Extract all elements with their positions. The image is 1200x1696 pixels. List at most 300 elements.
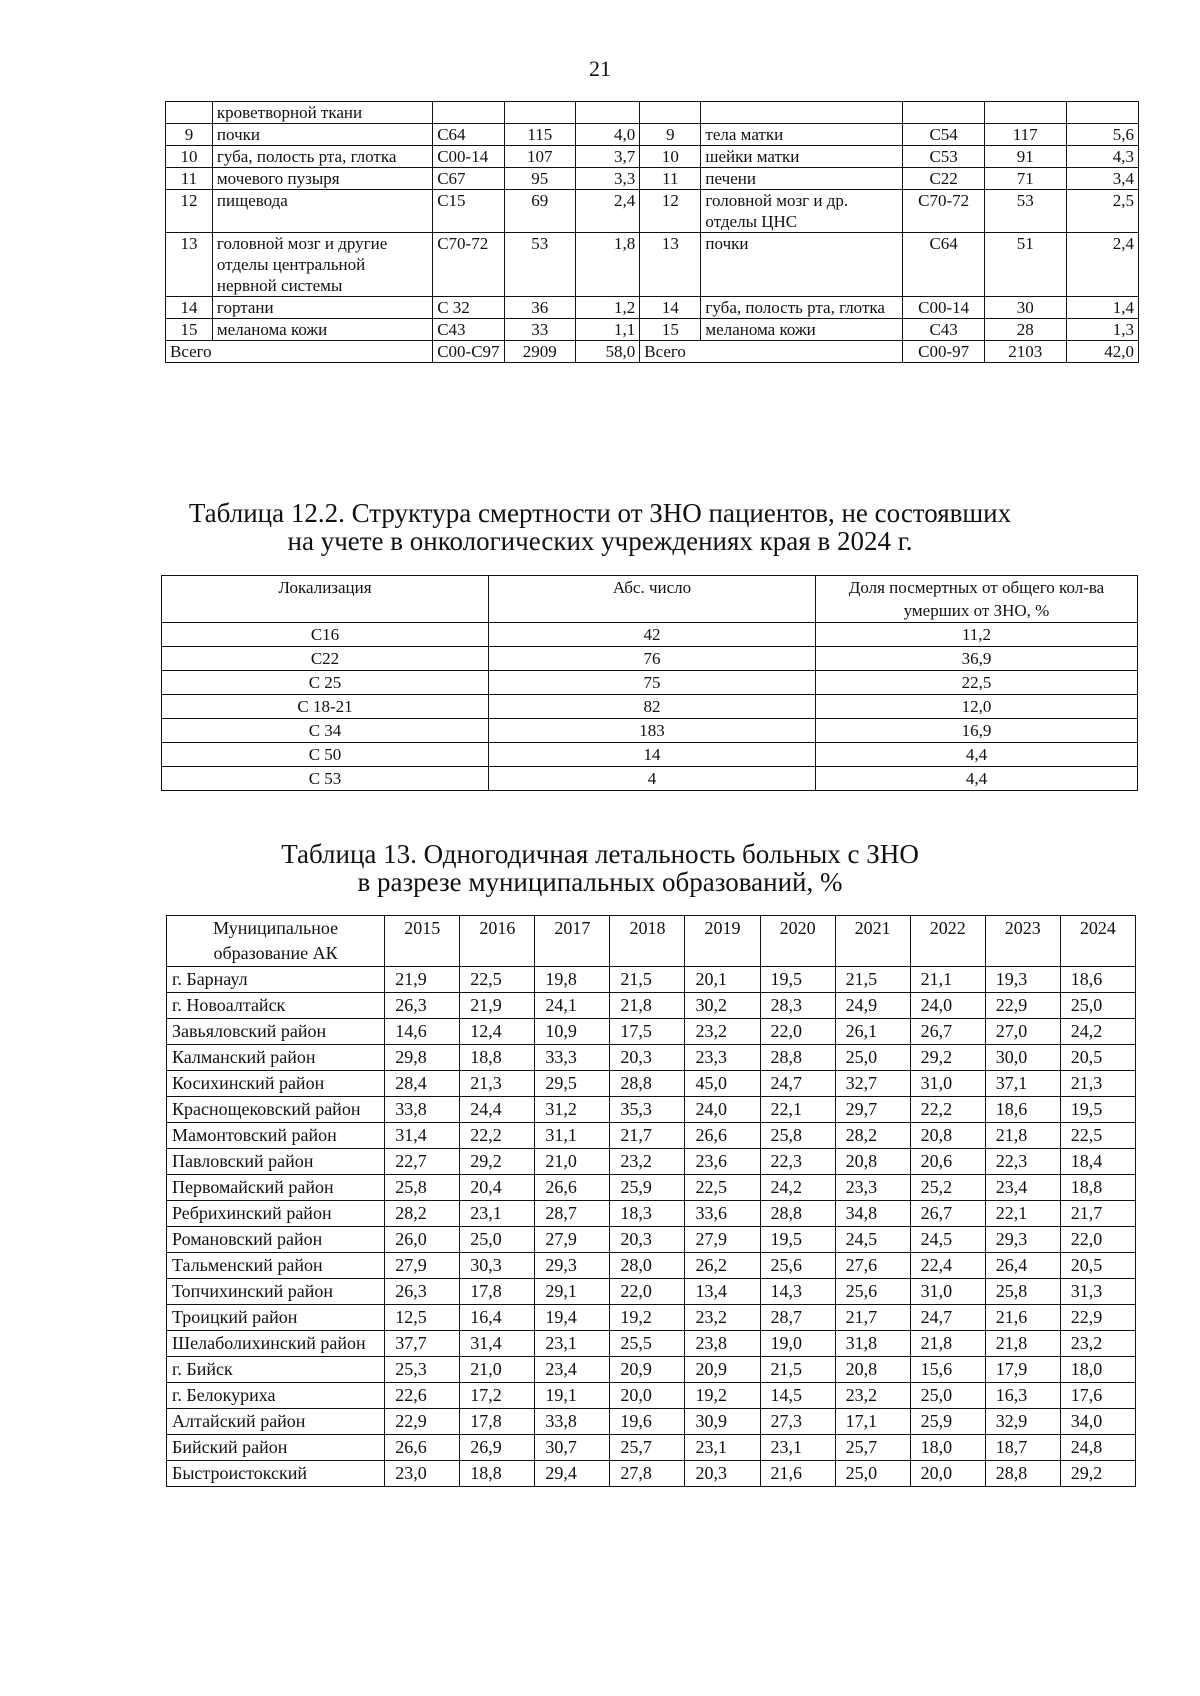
table-cell: гортани (212, 297, 432, 319)
table-cell: C22 (903, 168, 985, 190)
table-cell: 25,3 (385, 1357, 460, 1383)
table-row (167, 1253, 1136, 1279)
table-cell: 20,4 (460, 1175, 535, 1201)
header-year: 2017 (535, 916, 610, 967)
table-row (166, 102, 1139, 124)
table-cell: 25,2 (910, 1175, 985, 1201)
table-cell: 14,5 (760, 1383, 835, 1409)
table-cell: 20,9 (685, 1357, 760, 1383)
table-cell: 18,0 (910, 1435, 985, 1461)
table-cell: 31,0 (910, 1279, 985, 1305)
municipality-name: Краснощековский район (167, 1097, 385, 1123)
table-cell: 75 (489, 671, 816, 695)
table-cell: 20,5 (1060, 1253, 1135, 1279)
table-row (166, 168, 1139, 190)
table-cell: 22,0 (1060, 1227, 1135, 1253)
table-cell: 23,3 (835, 1175, 910, 1201)
table-cell: 19,6 (610, 1409, 685, 1435)
table-cell: 19,3 (985, 967, 1060, 993)
table-row (162, 623, 1138, 647)
table-cell: 3,7 (575, 146, 639, 168)
table-cell (1066, 102, 1138, 124)
header-abs-number: Абс. число (489, 576, 816, 623)
table-cell: 22,5 (685, 1175, 760, 1201)
table-cell: 22,0 (610, 1279, 685, 1305)
table-cell: 17,2 (460, 1383, 535, 1409)
table-cell: 25,8 (760, 1123, 835, 1149)
table-cell: 22,7 (385, 1149, 460, 1175)
table-row (167, 1331, 1136, 1357)
table-cell: 18,8 (1060, 1175, 1135, 1201)
table-cell: 21,1 (910, 967, 985, 993)
table-row (167, 1409, 1136, 1435)
header-year: 2021 (835, 916, 910, 967)
table-cell: 22,3 (985, 1149, 1060, 1175)
table-cell: 19,5 (760, 967, 835, 993)
table-cell: 24,2 (1060, 1019, 1135, 1045)
table-cell: 23,1 (460, 1201, 535, 1227)
table-cell: 13 (640, 233, 701, 297)
table-cell: 14 (640, 297, 701, 319)
table-cell: 24,7 (760, 1071, 835, 1097)
table-row (167, 1383, 1136, 1409)
table-row (167, 1201, 1136, 1227)
table-row (162, 767, 1138, 791)
table-cell: 19,4 (535, 1305, 610, 1331)
table-cell: 28,2 (385, 1201, 460, 1227)
table-cell: C53 (903, 146, 985, 168)
table-cell: 19,0 (760, 1331, 835, 1357)
table-row (167, 993, 1136, 1019)
table-cell: 27,6 (835, 1253, 910, 1279)
table-cell: 20,9 (610, 1357, 685, 1383)
table-cell: C64 (433, 124, 504, 146)
table-cell: 15,6 (910, 1357, 985, 1383)
table-cell: 22,6 (385, 1383, 460, 1409)
table-cell: 1,3 (1066, 319, 1138, 341)
table-12-continuation (165, 101, 1139, 363)
table-cell: 9 (166, 124, 213, 146)
table-cell: 183 (489, 719, 816, 743)
header-share: Доля посмертных от общего кол-ва умерших от ЗНО, % (816, 576, 1138, 623)
total-code-left: C00-C97 (433, 341, 504, 363)
table-13-title (0, 840, 1200, 896)
table-cell: 27,8 (610, 1461, 685, 1487)
table-cell: 29,3 (985, 1227, 1060, 1253)
table-row (166, 233, 1139, 297)
table-cell: 23,2 (610, 1149, 685, 1175)
table-cell: 26,2 (685, 1253, 760, 1279)
table-cell: 29,4 (535, 1461, 610, 1487)
table-cell: 23,8 (685, 1331, 760, 1357)
table-cell: 11 (640, 168, 701, 190)
table-cell: 12 (640, 190, 701, 233)
table-cell: 115 (504, 124, 575, 146)
table-cell: 20,5 (1060, 1045, 1135, 1071)
table-cell: 21,9 (385, 967, 460, 993)
total-label-right: Всего (640, 341, 903, 363)
municipality-name: Павловский район (167, 1149, 385, 1175)
header-year: 2022 (910, 916, 985, 967)
table-cell: 14 (489, 743, 816, 767)
header-localization: Локализация (162, 576, 489, 623)
table-cell: 29,2 (910, 1045, 985, 1071)
table-cell: 24,7 (910, 1305, 985, 1331)
table-cell: 20,8 (910, 1123, 985, 1149)
table-row (162, 647, 1138, 671)
table-cell: 21,3 (460, 1071, 535, 1097)
table-row (162, 719, 1138, 743)
table-cell: 29,8 (385, 1045, 460, 1071)
table-cell: 82 (489, 695, 816, 719)
table-cell: C 34 (162, 719, 489, 743)
table-row (167, 1461, 1136, 1487)
table-cell: 31,4 (460, 1331, 535, 1357)
table-cell: 29,1 (535, 1279, 610, 1305)
total-abs-right: 2103 (984, 341, 1066, 363)
table-cell: 1,4 (1066, 297, 1138, 319)
table-cell: 51 (984, 233, 1066, 297)
table-cell: 4,3 (1066, 146, 1138, 168)
table-cell: 20,3 (685, 1461, 760, 1487)
total-pct-right: 42,0 (1066, 341, 1138, 363)
table-13-header-row (167, 916, 1136, 967)
table-cell: 2,4 (575, 190, 639, 233)
table-cell: 1,8 (575, 233, 639, 297)
table-cell: 21,6 (760, 1461, 835, 1487)
table-12-2-title (0, 499, 1200, 555)
header-year: 2019 (685, 916, 760, 967)
table-12-2-title-line1: Таблица 12.2. Структура смертности от ЗНО пациентов, не состоявших (188, 498, 1012, 528)
table-cell: 28,4 (385, 1071, 460, 1097)
table-cell: 21,9 (460, 993, 535, 1019)
table-cell: 21,3 (1060, 1071, 1135, 1097)
table-cell: 20,3 (610, 1227, 685, 1253)
table-cell: 32,7 (835, 1071, 910, 1097)
table-cell: 28,7 (535, 1201, 610, 1227)
table-cell: 22,2 (910, 1097, 985, 1123)
municipality-name: г. Барнаул (167, 967, 385, 993)
table-12-2-body (162, 623, 1138, 791)
table-cell: 24,8 (1060, 1435, 1135, 1461)
table-cell: 23,2 (835, 1383, 910, 1409)
municipality-name: г. Бийск (167, 1357, 385, 1383)
table-row (167, 1279, 1136, 1305)
table-cell: 19,2 (610, 1305, 685, 1331)
table-cell: 24,1 (535, 993, 610, 1019)
table-row (167, 1435, 1136, 1461)
table-cell: C43 (433, 319, 504, 341)
table-cell: 19,8 (535, 967, 610, 993)
table-cell: губа, полость рта, глотка (212, 146, 432, 168)
table-cell: 31,2 (535, 1097, 610, 1123)
table-cell: 23,3 (685, 1045, 760, 1071)
table-row (167, 1123, 1136, 1149)
table-cell (701, 102, 903, 124)
table-cell: 29,2 (460, 1149, 535, 1175)
table-cell: меланома кожи (212, 319, 432, 341)
table-cell: 18,7 (985, 1435, 1060, 1461)
table-cell: 27,3 (760, 1409, 835, 1435)
table-cell: 26,6 (685, 1123, 760, 1149)
table-cell: 22,3 (760, 1149, 835, 1175)
table-row (167, 1045, 1136, 1071)
table-cell: 20,0 (910, 1461, 985, 1487)
table-cell: 24,0 (910, 993, 985, 1019)
table-cell: 31,4 (385, 1123, 460, 1149)
table-row (167, 1149, 1136, 1175)
table-cell: головной мозг и др. отделы ЦНС (701, 190, 903, 233)
municipality-name: Алтайский район (167, 1409, 385, 1435)
table-row (166, 124, 1139, 146)
table-cell: 30,7 (535, 1435, 610, 1461)
table-cell: 10,9 (535, 1019, 610, 1045)
table-cell: 30 (984, 297, 1066, 319)
table-cell: 23,2 (685, 1305, 760, 1331)
table-cell: 37,7 (385, 1331, 460, 1357)
table-cell: 4,4 (816, 767, 1138, 791)
table-cell: 17,1 (835, 1409, 910, 1435)
table-cell: 32,9 (985, 1409, 1060, 1435)
table-cell (504, 102, 575, 124)
municipality-name: Троицкий район (167, 1305, 385, 1331)
table-cell: 21,8 (610, 993, 685, 1019)
header-year: 2016 (460, 916, 535, 967)
table-cell: 20,1 (685, 967, 760, 993)
table-cell: 12,0 (816, 695, 1138, 719)
table-cell: 19,2 (685, 1383, 760, 1409)
table-cell: 31,0 (910, 1071, 985, 1097)
table-cell: 25,0 (835, 1045, 910, 1071)
table-cell: 53 (984, 190, 1066, 233)
table-cell: 25,0 (835, 1461, 910, 1487)
table-cell: 21,0 (535, 1149, 610, 1175)
table-cell: 21,5 (835, 967, 910, 993)
table-cell: 22,5 (460, 967, 535, 993)
table-cell: 69 (504, 190, 575, 233)
table-cell: 24,5 (910, 1227, 985, 1253)
table-cell (166, 102, 213, 124)
table-cell: C22 (162, 647, 489, 671)
table-cell: 21,6 (985, 1305, 1060, 1331)
table-cell: 4,4 (816, 743, 1138, 767)
table-cell: C15 (433, 190, 504, 233)
table-cell: 1,1 (575, 319, 639, 341)
table-cell: 25,8 (985, 1279, 1060, 1305)
table-cell: 11 (166, 168, 213, 190)
table-cell: 24,9 (835, 993, 910, 1019)
table-cell: 21,5 (610, 967, 685, 993)
header-year: 2020 (760, 916, 835, 967)
table-cell: 22,9 (1060, 1305, 1135, 1331)
table-cell: 36 (504, 297, 575, 319)
table-cell: 107 (504, 146, 575, 168)
table-cell: 23,2 (685, 1019, 760, 1045)
table-cell: 12,4 (460, 1019, 535, 1045)
table-cell: 31,8 (835, 1331, 910, 1357)
table-cell: 16,9 (816, 719, 1138, 743)
table-row (167, 1227, 1136, 1253)
table-cell: 25,9 (610, 1175, 685, 1201)
table-cell: 23,1 (760, 1435, 835, 1461)
table-cell: мочевого пузыря (212, 168, 432, 190)
table-row (162, 695, 1138, 719)
table-cell: 14 (166, 297, 213, 319)
table-cell: 22,0 (760, 1019, 835, 1045)
table-cell: 25,0 (460, 1227, 535, 1253)
table-cell: 25,8 (385, 1175, 460, 1201)
table-cell: 21,7 (610, 1123, 685, 1149)
table-cell: C43 (903, 319, 985, 341)
header-year: 2015 (385, 916, 460, 967)
table-cell: 20,8 (835, 1357, 910, 1383)
table-cell: тела матки (701, 124, 903, 146)
table-cell: C 53 (162, 767, 489, 791)
table-row (167, 1305, 1136, 1331)
table-cell: 16,3 (985, 1383, 1060, 1409)
table-cell: 10 (166, 146, 213, 168)
table-cell: C16 (162, 623, 489, 647)
municipality-name: Калманский район (167, 1045, 385, 1071)
table-cell: 15 (640, 319, 701, 341)
table-cell: C 25 (162, 671, 489, 695)
table-cell: 35,3 (610, 1097, 685, 1123)
table-cell: 23,0 (385, 1461, 460, 1487)
table-cell: 11,2 (816, 623, 1138, 647)
table-row (166, 146, 1139, 168)
table-cell: 5,6 (1066, 124, 1138, 146)
table-12-2-title-line2: на учете в онкологических учреждениях края в 2024 г. (287, 526, 913, 556)
total-label-left: Всего (166, 341, 433, 363)
table-cell: 26,3 (385, 993, 460, 1019)
table-row (167, 1071, 1136, 1097)
table-cell: 16,4 (460, 1305, 535, 1331)
table-cell: 25,6 (760, 1253, 835, 1279)
table-cell: 28 (984, 319, 1066, 341)
table-cell: 4 (489, 767, 816, 791)
table-cell: 18,8 (460, 1045, 535, 1071)
table-cell: 17,9 (985, 1357, 1060, 1383)
table-cell: 26,3 (385, 1279, 460, 1305)
table-cell: 18,6 (1060, 967, 1135, 993)
table-cell: 37,1 (985, 1071, 1060, 1097)
table-cell: 18,8 (460, 1461, 535, 1487)
table-cell: 71 (984, 168, 1066, 190)
header-year: 2018 (610, 916, 685, 967)
table-cell: 23,1 (685, 1435, 760, 1461)
table-cell: C 18-21 (162, 695, 489, 719)
table-cell: 95 (504, 168, 575, 190)
header-municipality: Муниципальное образование АК (167, 916, 385, 967)
table-cell: 29,3 (535, 1253, 610, 1279)
table-cell: 24,5 (835, 1227, 910, 1253)
table-cell: 26,7 (910, 1019, 985, 1045)
table-cell: печени (701, 168, 903, 190)
table-cell: 13,4 (685, 1279, 760, 1305)
table-12-2-header-row (162, 576, 1138, 623)
table-cell: 26,6 (385, 1435, 460, 1461)
table-cell: 22,1 (760, 1097, 835, 1123)
table-cell: 23,2 (1060, 1331, 1135, 1357)
table-cell: кроветворной ткани (212, 102, 432, 124)
table-cell: 30,0 (985, 1045, 1060, 1071)
table-cell: головной мозг и другие отделы центральной нервной системы (212, 233, 432, 297)
table-cell: 26,1 (835, 1019, 910, 1045)
total-abs-left: 2909 (504, 341, 575, 363)
table-cell: 26,0 (385, 1227, 460, 1253)
municipality-name: Косихинский район (167, 1071, 385, 1097)
table-cell: 17,5 (610, 1019, 685, 1045)
table-cell: 24,2 (760, 1175, 835, 1201)
table-cell: 20,3 (610, 1045, 685, 1071)
table-cell: 3,4 (1066, 168, 1138, 190)
table-row (167, 1019, 1136, 1045)
table-cell: 24,4 (460, 1097, 535, 1123)
header-year: 2023 (985, 916, 1060, 967)
table-cell: 25,7 (835, 1435, 910, 1461)
table-13-title-line1: Таблица 13. Одногодичная летальность больных с ЗНО (281, 839, 919, 869)
municipality-name: Романовский район (167, 1227, 385, 1253)
table-row (167, 1357, 1136, 1383)
table-cell (433, 102, 504, 124)
table-row (166, 319, 1139, 341)
table-cell: 22,1 (985, 1201, 1060, 1227)
page-number: 21 (589, 56, 611, 81)
table-cell: 23,4 (535, 1357, 610, 1383)
table-cell: 15 (166, 319, 213, 341)
table-cell: почки (212, 124, 432, 146)
table-cell: 25,0 (910, 1383, 985, 1409)
table-cell: 42 (489, 623, 816, 647)
table-row (166, 297, 1139, 319)
table-cell: 28,0 (610, 1253, 685, 1279)
table-13 (166, 915, 1136, 1487)
table-cell: 1,2 (575, 297, 639, 319)
table-cell: 21,0 (460, 1357, 535, 1383)
table-cell: 91 (984, 146, 1066, 168)
table-cell: 19,5 (1060, 1097, 1135, 1123)
table-cell: 22,9 (385, 1409, 460, 1435)
table-cell: 21,7 (1060, 1201, 1135, 1227)
table-cell: 30,9 (685, 1409, 760, 1435)
table-row (166, 190, 1139, 233)
table-cell: шейки матки (701, 146, 903, 168)
table-cell: 27,9 (535, 1227, 610, 1253)
municipality-name: Топчихинский район (167, 1279, 385, 1305)
table-cell (984, 102, 1066, 124)
table-cell: 25,6 (835, 1279, 910, 1305)
table-cell: 21,7 (835, 1305, 910, 1331)
table-cell: 12,5 (385, 1305, 460, 1331)
table-cell: 21,5 (760, 1357, 835, 1383)
table-cell: 12 (166, 190, 213, 233)
table-cell: 22,4 (910, 1253, 985, 1279)
table-row (167, 1097, 1136, 1123)
table-cell: 33,8 (385, 1097, 460, 1123)
table-cell: 33,8 (535, 1409, 610, 1435)
table-row (162, 671, 1138, 695)
table-cell: 34,8 (835, 1201, 910, 1227)
table-cell: 34,0 (1060, 1409, 1135, 1435)
table-cell: C 32 (433, 297, 504, 319)
table-cell: 27,0 (985, 1019, 1060, 1045)
table-cell: 45,0 (685, 1071, 760, 1097)
total-pct-left: 58,0 (575, 341, 639, 363)
table-cell: 26,7 (910, 1201, 985, 1227)
table-cell: 26,6 (535, 1175, 610, 1201)
table-cell: 20,0 (610, 1383, 685, 1409)
table-cell: 22,2 (460, 1123, 535, 1149)
